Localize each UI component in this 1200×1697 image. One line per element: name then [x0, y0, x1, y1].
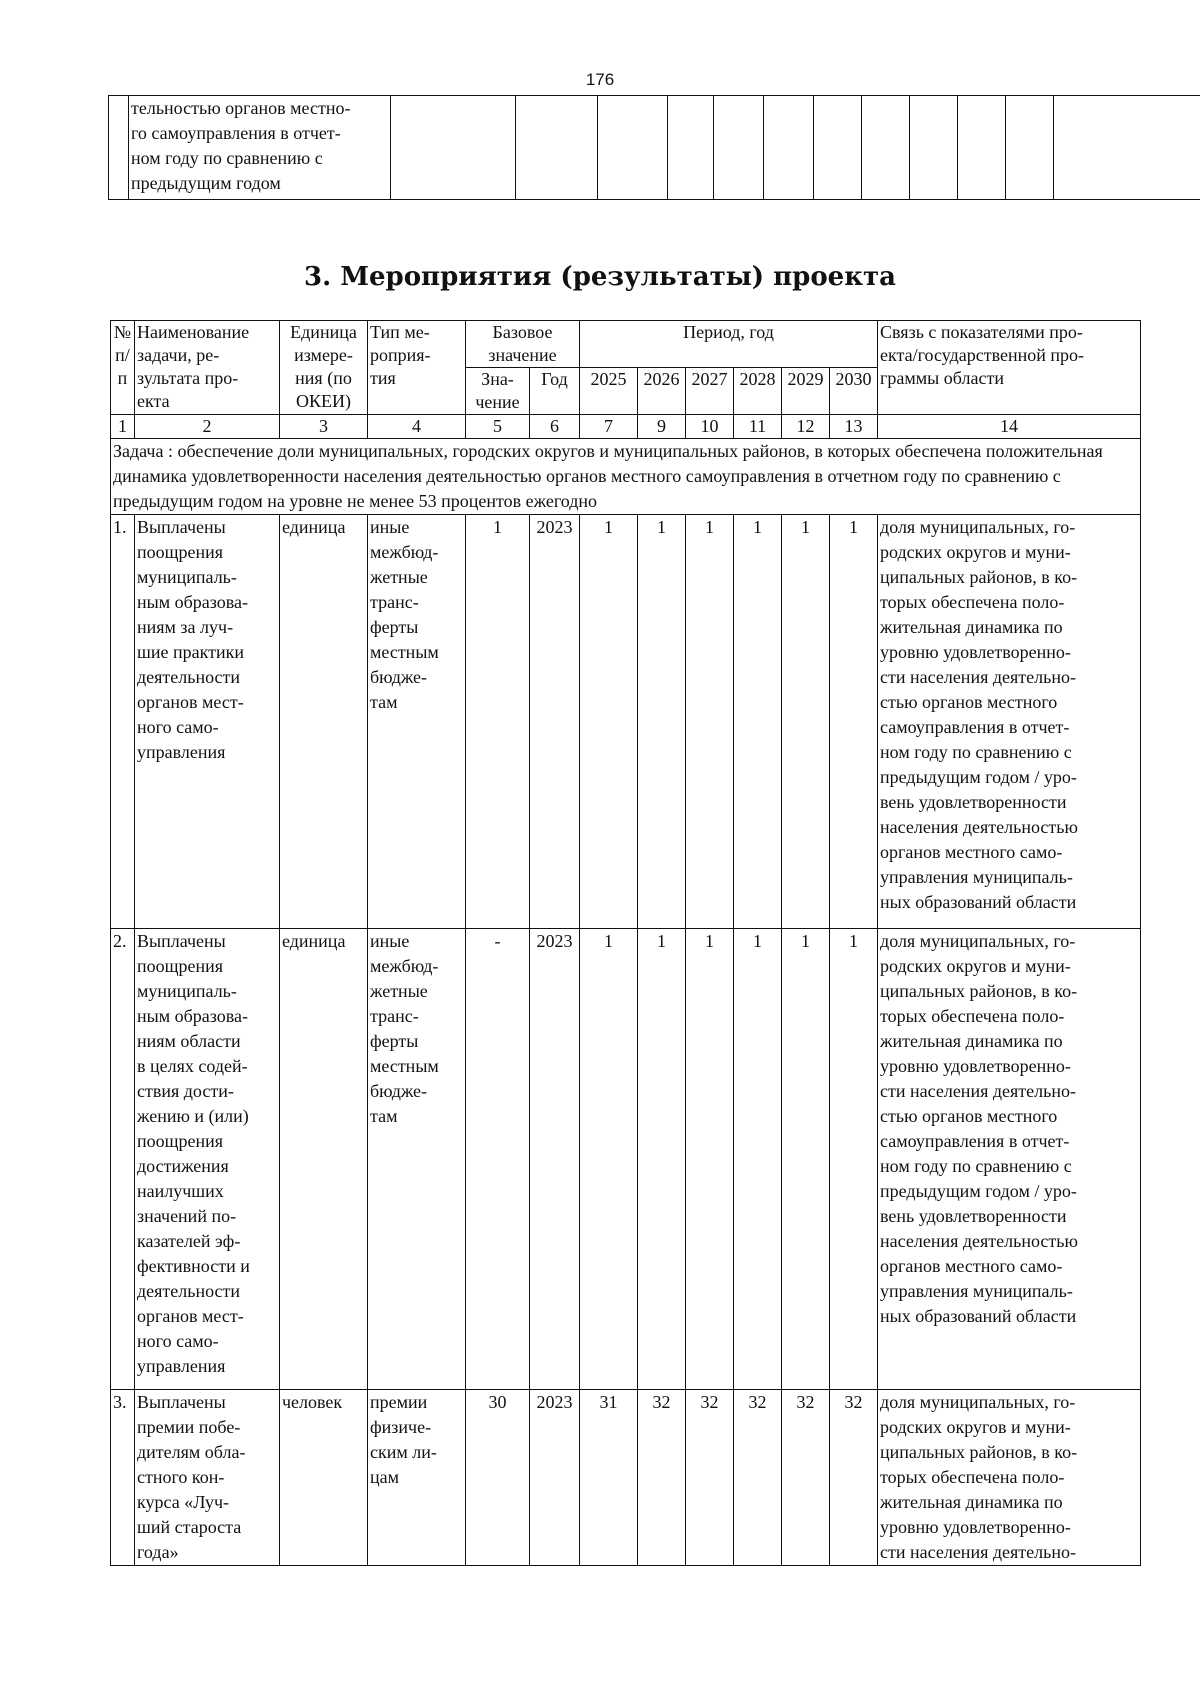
- row-type: иные межбюд- жетные транс- ферты местным бюдже- там: [368, 929, 466, 1390]
- continuation-cell: [598, 96, 668, 200]
- row-base-value: 1: [466, 515, 530, 929]
- row-value-2027: 32: [686, 1390, 734, 1566]
- row-unit: единица: [280, 929, 368, 1390]
- header-unit: Единица измере- ния (по ОКЕИ): [280, 321, 368, 415]
- header-year-2028: 2028: [734, 368, 782, 415]
- header-base: Базовое значение: [466, 321, 580, 368]
- page-number: 176: [585, 70, 615, 89]
- header-num: № п/ п: [111, 321, 135, 415]
- continuation-cell: [516, 96, 598, 200]
- row-value-2026: 1: [638, 929, 686, 1390]
- row-value-2027: 1: [686, 515, 734, 929]
- column-number: 9: [638, 415, 686, 439]
- column-number: 1: [111, 415, 135, 439]
- header-year-2029: 2029: [782, 368, 830, 415]
- row-value-2030: 1: [830, 929, 878, 1390]
- header-period: Период, год: [580, 321, 878, 368]
- column-number: 2: [135, 415, 280, 439]
- column-number: 4: [368, 415, 466, 439]
- column-number: 11: [734, 415, 782, 439]
- header-base-year: Год: [530, 368, 580, 415]
- header-year-2026: 2026: [638, 368, 686, 415]
- row-unit: единица: [280, 515, 368, 929]
- activities-table: [110, 320, 1141, 1566]
- column-number: 5: [466, 415, 530, 439]
- continuation-cell: [958, 96, 1006, 200]
- row-value-2030: 1: [830, 515, 878, 929]
- header-year-2025: 2025: [580, 368, 638, 415]
- row-link: доля муниципальных, го- родских округов и муни- ципальных районов, в ко- торых обеспечена поло- жительная динамика по уровню удовлетворенно- сти населения деятельно-: [878, 1390, 1141, 1566]
- row-value-2029: 32: [782, 1390, 830, 1566]
- row-value-2029: 1: [782, 929, 830, 1390]
- table-row: [111, 515, 1141, 929]
- continuation-cell-num: [109, 96, 129, 200]
- row-name: Выплачены поощрения муниципаль- ным образова- ниям области в целях содей- ствия дости- жению и (или) поощрения достижения наилучших значений по- казателей эф- фективности и деятельности органов мест- ного само- управления: [135, 929, 280, 1390]
- column-number: 7: [580, 415, 638, 439]
- row-num: 1.: [111, 515, 135, 929]
- row-link: доля муниципальных, го- родских округов и муни- ципальных районов, в ко- торых обеспечена поло- жительная динамика по уровню удовлетворенно- сти населения деятельно- стью органов местного самоуправления в отчет- ном году по сравнению с предыдущим годом / уро- вень удовлетворенности населения деятельностью органов местного само- управления муниципаль- ных образований области: [878, 929, 1141, 1390]
- continuation-cell: [764, 96, 814, 200]
- column-number: 13: [830, 415, 878, 439]
- row-type: премии физиче- ским ли- цам: [368, 1390, 466, 1566]
- row-base-year: 2023: [530, 515, 580, 929]
- continuation-cell: [1054, 96, 1200, 200]
- continuation-cell: [714, 96, 764, 200]
- column-number: 3: [280, 415, 368, 439]
- continuation-cell: [1006, 96, 1054, 200]
- row-value-2029: 1: [782, 515, 830, 929]
- row-unit: человек: [280, 1390, 368, 1566]
- row-value-2030: 32: [830, 1390, 878, 1566]
- table-row: [111, 929, 1141, 1390]
- continuation-cell: [814, 96, 862, 200]
- row-type: иные межбюд- жетные транс- ферты местным бюдже- там: [368, 515, 466, 929]
- column-number: 10: [686, 415, 734, 439]
- continuation-cell: [862, 96, 910, 200]
- row-link: доля муниципальных, го- родских округов и муни- ципальных районов, в ко- торых обеспечена поло- жительная динамика по уровню удовлетворенно- сти населения деятельно- стью органов местного самоуправления в отчет- ном году по сравнению с предыдущим годом / уро- вень удовлетворенности населения деятельностью органов местного само- управления муниципаль- ных образований области: [878, 515, 1141, 929]
- continuation-cell: [668, 96, 714, 200]
- row-num: 2.: [111, 929, 135, 1390]
- header-link: Связь с показателями про- екта/государственной про- граммы области: [878, 321, 1141, 415]
- row-value-2026: 1: [638, 515, 686, 929]
- table-row: [111, 1390, 1141, 1566]
- row-value-2028: 32: [734, 1390, 782, 1566]
- header-year-2027: 2027: [686, 368, 734, 415]
- header-base-value: Зна- чение: [466, 368, 530, 415]
- header-name: Наименование задачи, ре- зультата про- екта: [135, 321, 280, 415]
- row-value-2026: 32: [638, 1390, 686, 1566]
- continuation-text: тельностью органов местно- го самоуправления в отчет- ном году по сравнению с предыдущим годом: [129, 96, 391, 200]
- column-number: 12: [782, 415, 830, 439]
- header-year-2030: 2030: [830, 368, 878, 415]
- row-value-2025: 1: [580, 929, 638, 1390]
- continuation-cell: [910, 96, 958, 200]
- row-name: Выплачены премии побе- дителям обла- стного кон- курса «Луч- ший староста года»: [135, 1390, 280, 1566]
- row-name: Выплачены поощрения муниципаль- ным образова- ниям за луч- шие практики деятельности органов мест- ного само- управления: [135, 515, 280, 929]
- task-description: Задача : обеспечение доли муниципальных, городских округов и муниципальных районов, в которых обеспечена положительная динамика удовлетворенности населения деятельностью органов местного самоуправления в отчетном году по сравнению с предыдущим годом на уровне не менее 53 процентов ежегодно: [111, 439, 1141, 515]
- row-base-year: 2023: [530, 1390, 580, 1566]
- row-value-2027: 1: [686, 929, 734, 1390]
- row-value-2025: 31: [580, 1390, 638, 1566]
- row-base-value: -: [466, 929, 530, 1390]
- column-number: 14: [878, 415, 1141, 439]
- section-title: 3. Мероприятия (результаты) проекта: [304, 262, 896, 292]
- row-base-year: 2023: [530, 929, 580, 1390]
- continuation-cell: [391, 96, 516, 200]
- continuation-table: [108, 95, 1200, 200]
- header-type: Тип ме- роприя- тия: [368, 321, 466, 415]
- row-value-2028: 1: [734, 929, 782, 1390]
- column-number: 6: [530, 415, 580, 439]
- row-value-2025: 1: [580, 515, 638, 929]
- row-num: 3.: [111, 1390, 135, 1566]
- row-value-2028: 1: [734, 515, 782, 929]
- row-base-value: 30: [466, 1390, 530, 1566]
